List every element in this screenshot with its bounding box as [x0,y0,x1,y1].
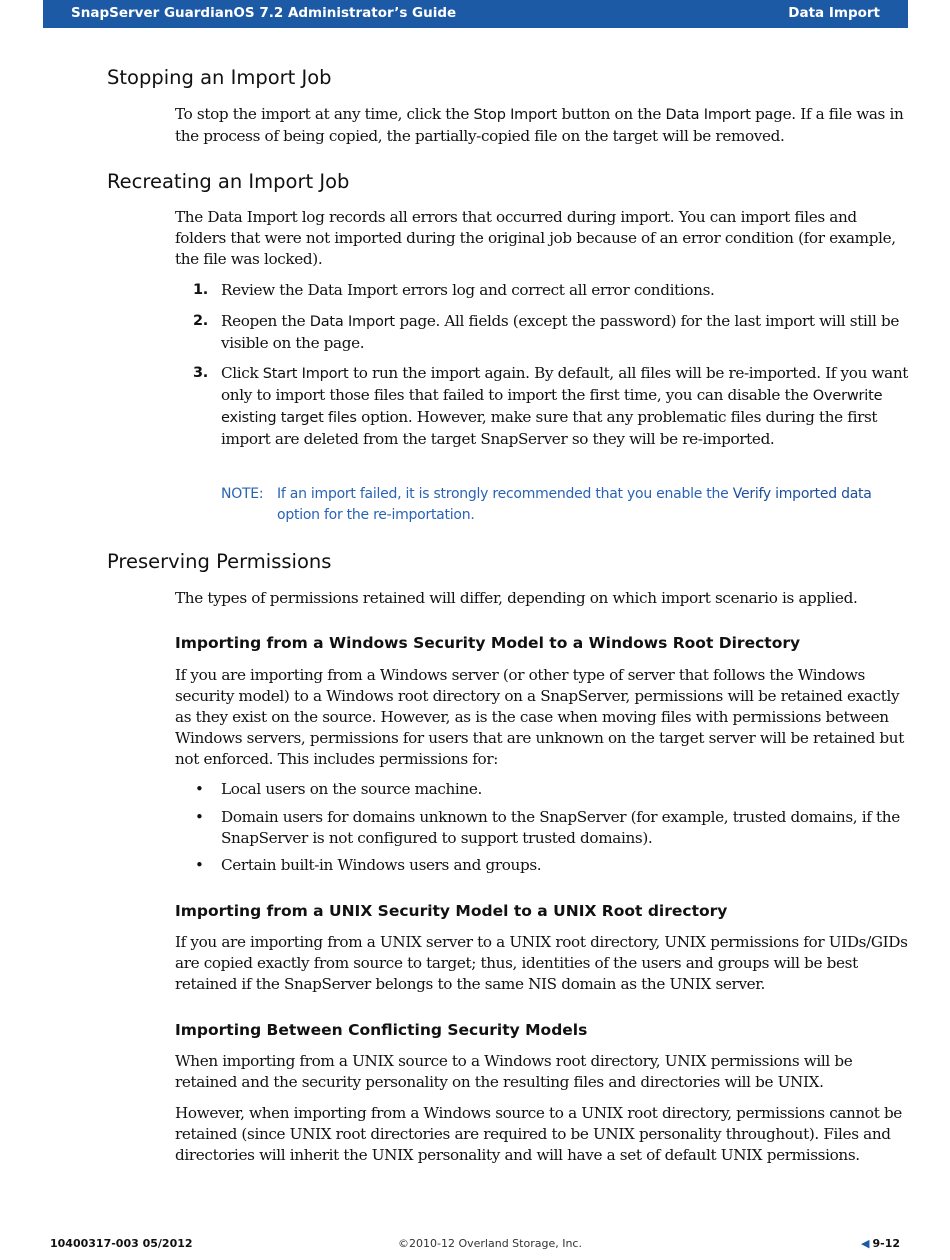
overwrite-option-ui-label: Overwrite existing target files [221,388,883,426]
step-number: 2. [193,313,208,329]
header-chapter-title: Data Import [788,5,880,21]
step-number: 3. [193,365,208,381]
conflicting-paragraph-2: However, when importing from a Windows source to a UNIX root directory, permissions cannot be retained (since UNIX root directories are required to be UNIX personality throughout). Files and directories will inherit the UNIX personality and will have a set of default UNIX permissions. [175,1104,902,1164]
page-header [43,0,908,28]
previous-arrow-icon[interactable]: ◀ [861,1237,870,1250]
stop-import-paragraph: To stop the import at any time, click the Stop Import button on the Data Import page. If a file was in the process of being copied, the partially-copied file on the target will be removed. [175,105,904,145]
heading-stopping-import-job: Stopping an Import Job [107,66,332,89]
recreate-step-1 [175,280,910,301]
subheading-windows-model: Importing from a Windows Security Model to a Windows Root Directory [175,634,801,652]
stop-import-ui-label: Stop Import [473,107,558,123]
bullet-marker: • [195,856,204,874]
heading-recreating-import-job: Recreating an Import Job [107,170,350,193]
bullet-marker: • [195,808,204,826]
note-box [221,484,911,526]
bullet-item: • Local users on the source machine. [195,780,482,798]
step-text: Review the Data Import errors log and correct all error conditions. [221,281,715,299]
verify-option-ui-label: Verify imported data [732,486,872,502]
footer-copyright: ©2010-12 Overland Storage, Inc. [398,1237,582,1250]
subheading-unix-model: Importing from a UNIX Security Model to a UNIX Root directory [175,902,728,920]
step-text: Click Start Import to run the import again. By default, all files will be re-imported. If you want only to import those files that failed to import the first time, you can disable the Overwrite existing target files option. However, make sure that any problematic files during the first import are deleted from the target SnapServer so they will be re-imported. [221,364,909,448]
permissions-intro-paragraph: The types of permissions retained will differ, depending on which import scenario is applied. [175,589,858,607]
start-import-ui-label: Start Import [262,366,349,382]
data-import-ui-label: Data Import [665,107,751,123]
bullet-item: • Domain users for domains unknown to the SnapServer (for example, trusted domains, if the SnapServer is not configured to support trusted domains). [195,808,900,847]
note-label: NOTE: [221,486,264,502]
page-footer [0,1237,950,1255]
step-number: 1. [193,282,208,298]
recreate-intro-paragraph: The Data Import log records all errors that occurred during import. You can import files and folders that were not imported during the original job because of an error condition (for example, the file was locked). [175,208,896,268]
note-text: If an import failed, it is strongly recommended that you enable the Verify imported data option for the re-importation. [277,486,872,523]
heading-preserving-permissions: Preserving Permissions [107,550,332,573]
bullet-item: • Certain built-in Windows users and groups. [195,856,542,874]
conflicting-paragraph-1: When importing from a UNIX source to a Windows root directory, UNIX permissions will be retained and the security personality on the resulting files and directories will be UNIX. [175,1052,853,1091]
recreate-step-2 [175,311,910,354]
windows-model-paragraph: If you are importing from a Windows server (or other type of server that follows the Windows security model) to a Windows root directory on a SnapServer, permissions will be retained exactly as they exist on the source. However, as is the case when moving files with permissions between Windows servers, permissions for users that are unknown on the target server will be retained but not enforced. This includes permissions for: [175,666,904,768]
recreate-step-3 [175,363,910,450]
unix-model-paragraph: If you are importing from a UNIX server to a UNIX root directory, UNIX permissions for UIDs/GIDs are copied exactly from source to target; thus, identities of the users and groups will be best retained if the SnapServer belongs to the same NIS domain as the UNIX server. [175,933,908,993]
footer-doc-id: 10400317-003 05/2012 [50,1237,193,1250]
bullet-marker: • [195,780,204,798]
footer-page-number: ◀ 9-12 [861,1237,900,1250]
step-text: Reopen the Data Import page. All fields (except the password) for the last import will still be visible on the page. [221,312,899,352]
header-guide-title: SnapServer GuardianOS 7.2 Administrator’s Guide [71,5,457,21]
subheading-conflicting-models: Importing Between Conflicting Security Models [175,1021,588,1039]
data-import-ui-label: Data Import [309,314,395,330]
